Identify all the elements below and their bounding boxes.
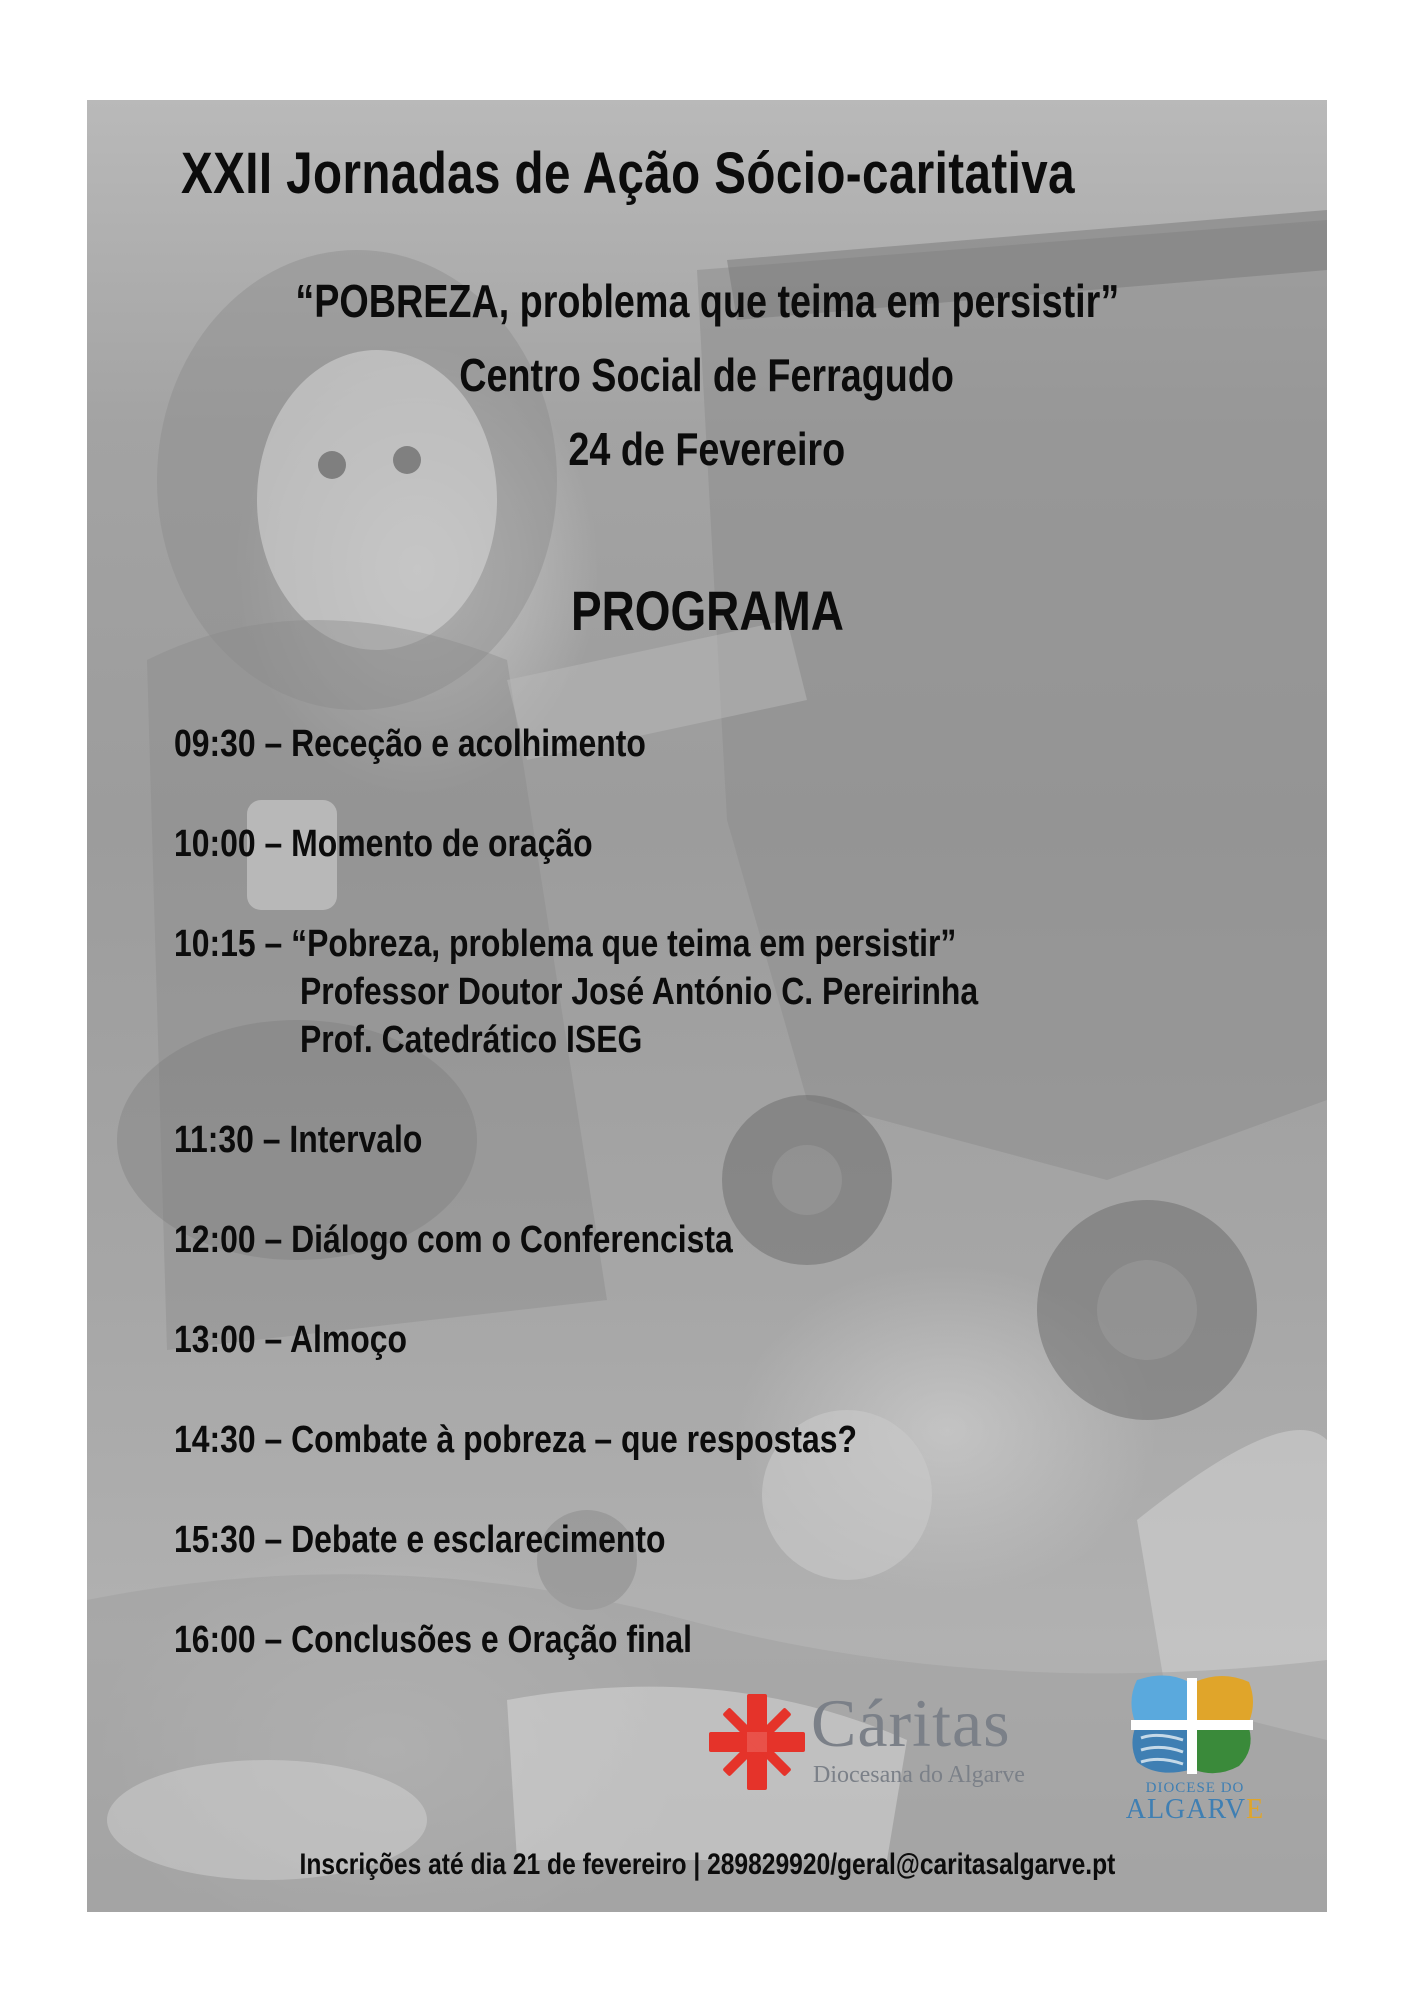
event-subtitle-text: “POBREZA, problema que teima em persistir”	[295, 275, 1119, 327]
speaker-name: Professor Doutor José António C. Pereirinha	[300, 971, 979, 1013]
poster	[87, 100, 1327, 1912]
event-subtitle	[87, 274, 1327, 328]
program-heading	[87, 578, 1327, 643]
diocese-logo-name	[1125, 1794, 1265, 1826]
program-heading-text: PROGRAMA	[570, 579, 844, 642]
program-item	[174, 1216, 1274, 1316]
program-item-line: 14:30 – Combate à pobreza – que respostas?	[174, 1419, 857, 1461]
event-date-text: 24 de Fevereiro	[568, 423, 846, 475]
program-item	[174, 1116, 1274, 1216]
sponsor-logos	[707, 1670, 1307, 1825]
program-item-line: 09:30 – Receção e acolhimento	[174, 723, 646, 765]
program-item	[174, 1416, 1274, 1516]
program-item-line: 10:15 – “Pobreza, problema que teima em persistir”	[174, 923, 957, 965]
registration-footer-text: Inscrições até dia 21 de fevereiro | 289829920/geral@caritasalgarve.pt	[299, 1848, 1115, 1881]
diocese-algarve-icon	[1127, 1670, 1257, 1780]
program-item	[174, 720, 1274, 820]
program-item-line: 15:30 – Debate e esclarecimento	[174, 1519, 666, 1561]
program-item-line: 12:00 – Diálogo com o Conferencista	[174, 1219, 733, 1261]
program-item	[174, 1516, 1274, 1616]
program-item-line: 16:00 – Conclusões e Oração final	[174, 1619, 693, 1661]
program-item-line: 11:30 – Intervalo	[174, 1119, 423, 1161]
registration-footer	[87, 1848, 1327, 1882]
diocese-logo-name-main: ALGARV	[1125, 1794, 1247, 1825]
caritas-logo-name: Cáritas	[811, 1685, 1011, 1761]
program-item-line: 13:00 – Almoço	[174, 1319, 407, 1361]
event-date	[87, 422, 1327, 476]
program-item	[174, 1316, 1274, 1416]
diocese-logo-small-text: DIOCESE DO	[1145, 1780, 1245, 1796]
event-venue-text: Centro Social de Ferragudo	[459, 349, 955, 401]
program-item	[174, 920, 1274, 1116]
diocese-logo-name-end: E	[1246, 1794, 1265, 1825]
program-list	[174, 720, 1274, 1716]
caritas-logo-subtitle: Diocesana do Algarve	[813, 1762, 1025, 1788]
speaker-role: Prof. Catedrático ISEG	[300, 1019, 643, 1061]
program-item	[174, 820, 1274, 920]
event-title: XXII Jornadas de Ação Sócio-caritativa	[181, 141, 1076, 206]
caritas-cross-icon	[707, 1692, 807, 1792]
program-item-line: 10:00 – Momento de oração	[174, 823, 593, 865]
event-venue	[87, 348, 1327, 402]
